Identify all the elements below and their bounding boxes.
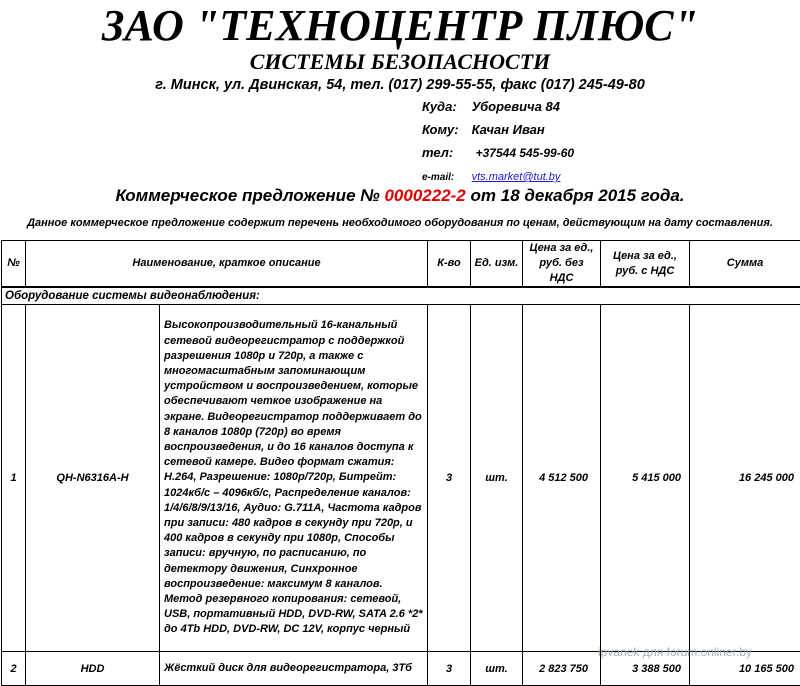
- email-link[interactable]: vts.market@tut.by: [472, 171, 561, 183]
- header-sum: Сумма: [690, 241, 800, 288]
- row-sum: 16 245 000: [690, 305, 800, 652]
- offer-date: от 18 декабря 2015 года.: [471, 186, 685, 205]
- row-price-no-vat: 2 823 750: [523, 652, 601, 686]
- to-label: Кому:: [422, 122, 468, 137]
- row-model: HDD: [26, 652, 160, 686]
- row-no: 2: [2, 652, 26, 686]
- header-unit: Ед. изм.: [471, 241, 523, 288]
- header-qty: К-во: [428, 241, 471, 288]
- table-row: [2, 305, 800, 652]
- company-subtitle: СИСТЕМЫ БЕЗОПАСНОСТИ: [0, 50, 800, 74]
- offer-title: [0, 185, 800, 207]
- header-price-no-vat: Цена за ед., руб. без НДС: [523, 241, 601, 288]
- phone-label: тел:: [422, 145, 472, 160]
- price-table: [1, 240, 800, 686]
- row-qty: 3: [428, 652, 471, 686]
- row-description: Жёсткий диск для видеорегистратора, 3Тб: [160, 652, 428, 686]
- recipient-email: [422, 168, 560, 183]
- row-unit: шт.: [471, 652, 523, 686]
- row-price-vat: 3 388 500: [601, 652, 690, 686]
- recipient-to: [422, 122, 545, 137]
- offer-prefix: Коммерческое предложение №: [115, 186, 379, 205]
- row-unit: шт.: [471, 305, 523, 652]
- where-value: Уборевича 84: [472, 99, 560, 114]
- watermark: ipvanek для forum.onliner.by: [598, 645, 752, 659]
- section-row: [2, 287, 800, 305]
- email-label: e-mail:: [422, 172, 468, 183]
- header-name: Наименование, краткое описание: [26, 241, 428, 288]
- row-price-no-vat: 4 512 500: [523, 305, 601, 652]
- recipient-where: [422, 99, 560, 114]
- offer-note: Данное коммерческое предложение содержит перечень необходимого оборудования по ценам, действующим на дату составления.: [0, 216, 800, 230]
- row-qty: 3: [428, 305, 471, 652]
- where-label: Куда:: [422, 99, 468, 114]
- company-address: г. Минск, ул. Двинская, 54, тел. (017) 299-55-55, факс (017) 245-49-80: [0, 76, 800, 94]
- row-price-vat: 5 415 000: [601, 305, 690, 652]
- header-no: №: [2, 241, 26, 288]
- row-description: Высокопроизводительный 16-канальный сетевой видеорегистратор с поддержкой разрешения 1080р и 720р, а также с многомасштабным запоминающим устройством и воспроизведением, которые обеспечивают четкое изображение на экране. Видеорегистратор поддерживает до 8 каналов 1080р (720р) во время воспроизведения, и до 16 каналов доступа к сетевой камере. Видео формат сжатия: H.264, Разрешение: 1080p/720p, Битрейт: 1024кб/с – 4096кб/с, Распределение каналов: 1/4/6/8/9/13/16, Аудио: G.711A, Частота кадров при записи: 480 кадров в секунду при 720p, и 400 кадров в секунду при 1080p, Способы записи: вручную, по расписанию, по детектору движения, Синхронное воспроизведение: максимум 8 каналов. Метод резервного копирования: сетевой, USB, портативный HDD, DVD-RW, SATA 2.6 *2* до 4Tb HDD, DVD-RW, DC 12V, корпус черный: [160, 305, 428, 652]
- section-title: Оборудование системы видеонаблюдения:: [2, 287, 800, 305]
- phone-value: +37544 545-99-60: [476, 146, 574, 160]
- row-sum: 10 165 500: [690, 652, 800, 686]
- header-price-vat: Цена за ед., руб. с НДС: [601, 241, 690, 288]
- to-value: Качан Иван: [472, 122, 545, 137]
- row-model: QH-N6316A-H: [26, 305, 160, 652]
- company-name: ЗАО "ТЕХНОЦЕНТР ПЛЮС": [0, 2, 800, 50]
- recipient-phone: [422, 145, 574, 160]
- offer-number: 0000222-2: [384, 186, 465, 205]
- table-header-row: [2, 241, 800, 288]
- row-no: 1: [2, 305, 26, 652]
